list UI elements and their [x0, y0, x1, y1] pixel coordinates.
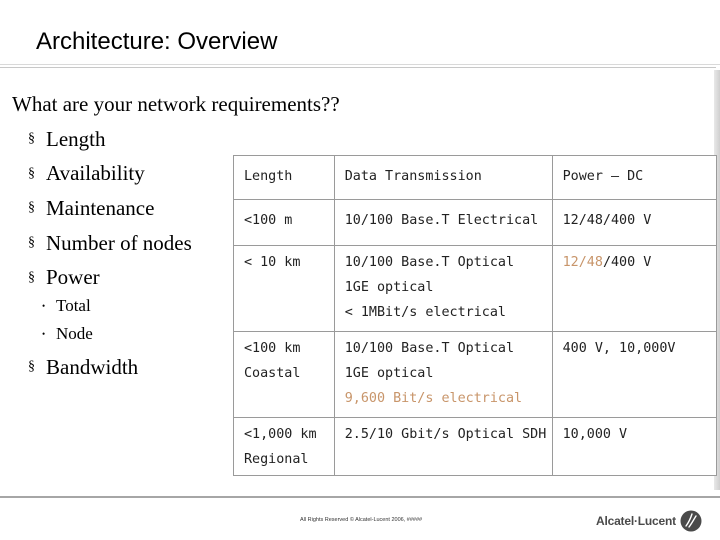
- highlighted-voltage: 12/48: [562, 255, 603, 270]
- bullet-marker-icon: §: [28, 200, 35, 216]
- bullet-marker-icon: §: [28, 359, 35, 374]
- cell-length: [234, 200, 335, 246]
- requirement-bullet-list: [28, 122, 192, 295]
- cell-line: 12/48/400 V: [562, 213, 652, 228]
- sub-bullet-label: Node: [56, 324, 93, 343]
- bullet-availability: [28, 157, 192, 192]
- voltage-suffix: /400 V: [602, 255, 652, 270]
- header-cell-data-transmission: Data Transmission: [334, 156, 552, 200]
- cell-length: [234, 246, 335, 332]
- sub-bullet-label: Total: [56, 296, 91, 315]
- cell-line: 2.5/10 Gbit/s Optical SDH: [344, 427, 547, 442]
- cell-line: 10/100 Base.T Optical: [344, 255, 515, 270]
- cell-data-transmission: [334, 200, 552, 246]
- alcatel-lucent-swirl-icon: [680, 510, 702, 532]
- header-cell-power: Power – DC: [552, 156, 716, 200]
- bullet-label: Maintenance: [46, 195, 155, 220]
- bullet-marker-icon: §: [28, 269, 35, 285]
- bullet-power: [28, 260, 192, 295]
- table-row: [234, 200, 717, 246]
- bullet-label: Availability: [46, 161, 145, 186]
- bullet-maintenance: [28, 191, 192, 226]
- header-cell-length: Length: [234, 156, 335, 200]
- sub-bullet-node: [42, 320, 93, 348]
- bullet-marker-icon: §: [28, 131, 35, 147]
- cell-power: [552, 332, 716, 418]
- cell-line: <100 km: [244, 341, 301, 356]
- bullet-label: Power: [46, 265, 100, 290]
- cell-line: 400 V, 10,000V: [562, 341, 676, 356]
- bullet-bandwidth: [28, 350, 138, 384]
- bullet-label: Number of nodes: [46, 230, 192, 255]
- bullet-marker-icon: §: [28, 235, 35, 251]
- cell-length: [234, 418, 335, 476]
- copyright-text: All Rights Reserved © Alcatel-Lucent 2006, #####: [300, 517, 423, 523]
- footer-divider: [0, 496, 720, 498]
- power-sub-bullet-list: [42, 292, 93, 348]
- logo-wordmark: Alcatel·Lucent: [596, 514, 676, 528]
- alcatel-lucent-logo: [596, 510, 702, 532]
- cell-line: 10/100 Base.T Optical: [344, 341, 515, 356]
- requirements-table: [233, 155, 717, 476]
- cell-data-transmission: [334, 246, 552, 332]
- cell-power: [552, 246, 716, 332]
- bullet-label: Bandwidth: [46, 354, 139, 379]
- cell-line: <1,000 km: [244, 427, 317, 442]
- cell-line: 1GE optical: [344, 280, 434, 295]
- cell-line: < 10 km: [244, 255, 301, 270]
- table-row: [234, 246, 717, 332]
- cell-line: Regional: [244, 452, 309, 467]
- table-header-row: [234, 156, 717, 200]
- cell-line: [563, 250, 716, 275]
- cell-power: [552, 200, 716, 246]
- sub-bullet-marker-icon: •: [42, 329, 46, 339]
- table-row: [234, 418, 717, 476]
- cell-data-transmission: [334, 332, 552, 418]
- sub-bullet-total: [42, 292, 93, 320]
- bullet-label: Length: [46, 126, 106, 151]
- cell-line: < 1MBit/s electrical: [344, 305, 506, 320]
- cell-line: 10/100 Base.T Electrical: [344, 213, 539, 228]
- cell-length: [234, 332, 335, 418]
- cell-power: [552, 418, 716, 476]
- cell-data-transmission: [334, 418, 552, 476]
- cell-line: 1GE optical: [344, 366, 434, 381]
- cell-line: <100 m: [244, 213, 293, 228]
- slide-title: Architecture: Overview: [36, 28, 278, 55]
- sub-bullet-marker-icon: •: [42, 301, 46, 311]
- question-text: What are your network requirements??: [12, 92, 340, 116]
- table-row: [234, 332, 717, 418]
- bullet-marker-icon: §: [28, 165, 35, 181]
- title-divider: [0, 64, 720, 74]
- bullet-length: [28, 122, 192, 157]
- cell-line: 9,600 Bit/s electrical: [344, 391, 523, 406]
- cell-line: Coastal: [244, 366, 301, 381]
- cell-line: 10,000 V: [562, 427, 628, 442]
- bullet-number-of-nodes: [28, 226, 192, 261]
